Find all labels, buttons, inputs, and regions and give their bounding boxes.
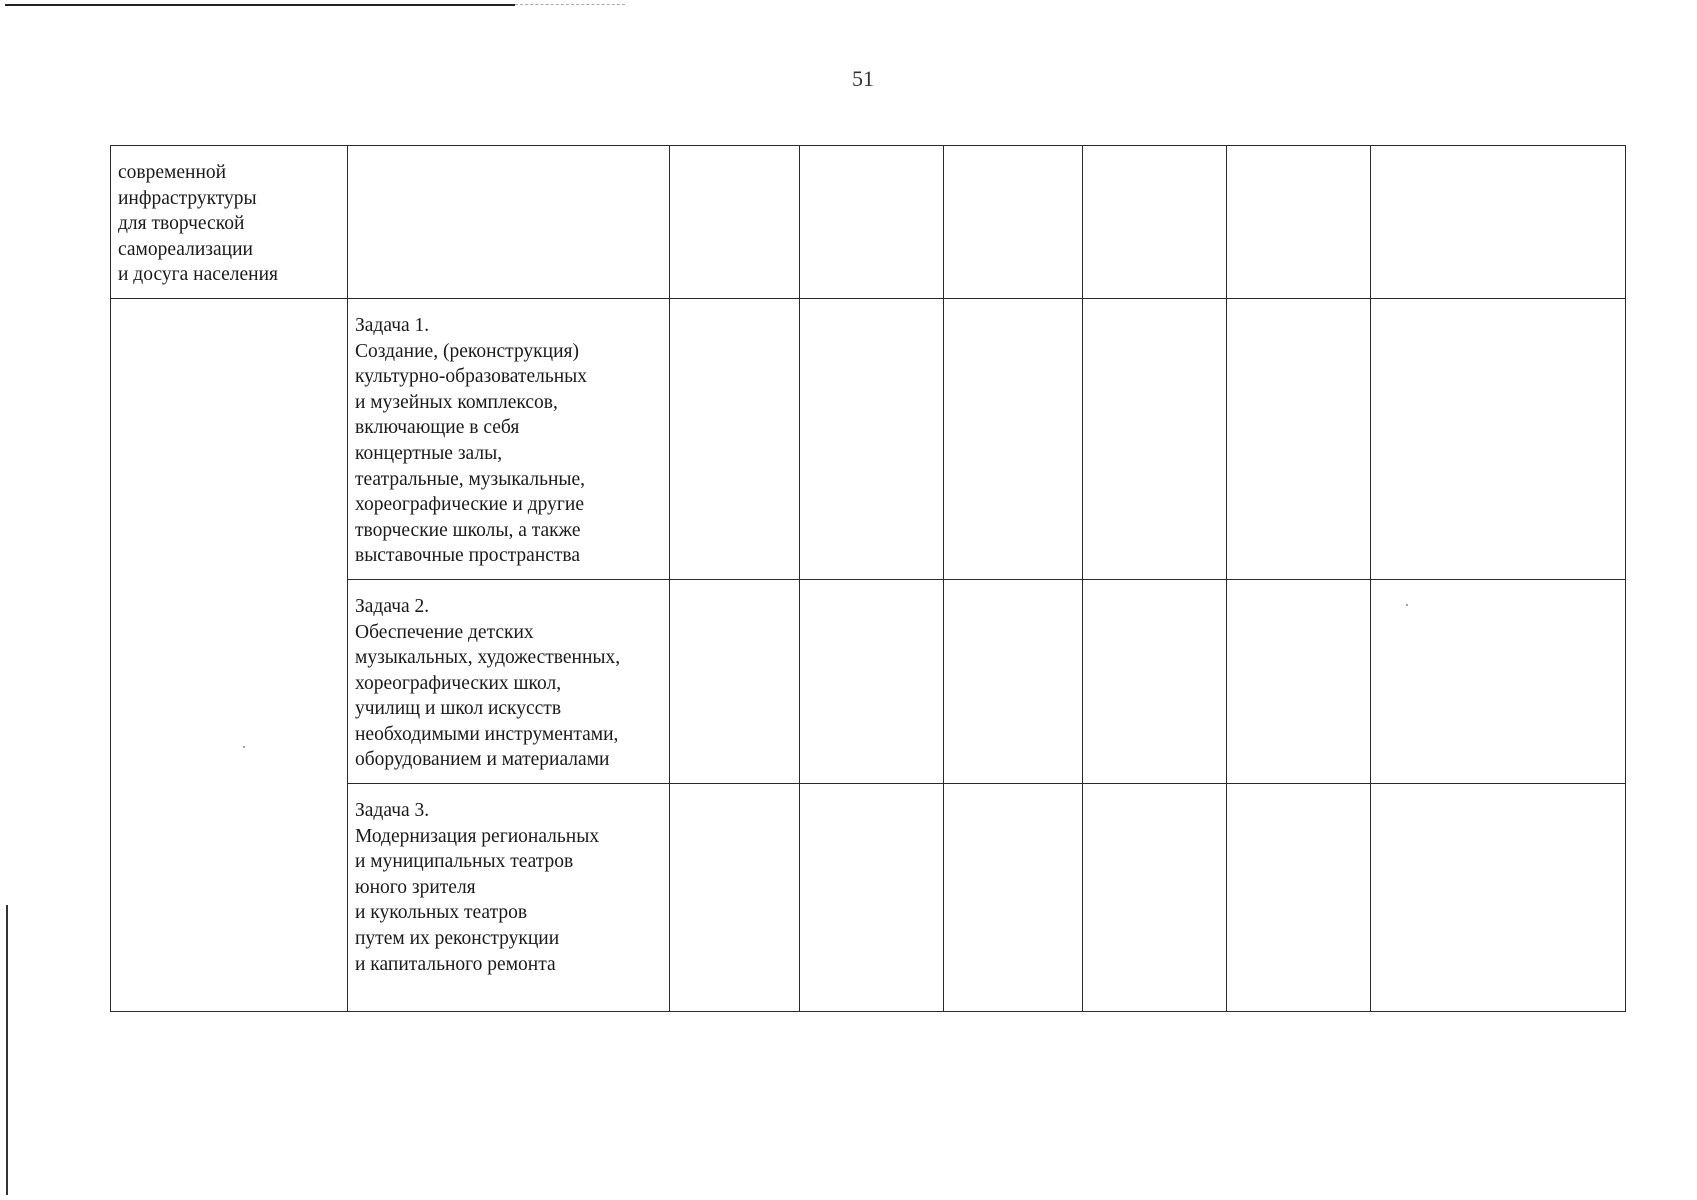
empty-cell (944, 579, 1083, 783)
empty-cell (944, 298, 1083, 579)
empty-cell (670, 784, 800, 1012)
empty-cell (1371, 784, 1626, 1012)
task-cell (348, 146, 670, 299)
task-text: Задача 1. Создание, (реконструкция) культурно-образовательных и музейных комплексов, включающие в себя концертные залы, театральные, музыкальные, хореографические и другие творческие школы, а также выставочные пространства (355, 314, 588, 567)
left-scan-rule (6, 905, 8, 1195)
task-cell (348, 298, 670, 579)
task-text: Задача 3. Модернизация региональных и муниципальных театров юного зрителя и кукольных театров путем их реконструкции и капитального ремонта (355, 800, 600, 975)
empty-cell (944, 146, 1083, 299)
empty-cell (1083, 784, 1227, 1012)
empty-cell (1083, 298, 1227, 579)
top-scan-rule-faint (515, 4, 625, 5)
goal-cell (111, 298, 348, 1011)
table-row (111, 298, 1626, 579)
empty-cell (944, 784, 1083, 1012)
empty-cell (1227, 784, 1371, 1012)
goal-text: современной инфраструктуры для творческой самореализации и досуга населения (118, 162, 279, 286)
empty-cell (800, 298, 944, 579)
empty-cell (800, 146, 944, 299)
empty-cell (1227, 298, 1371, 579)
empty-cell (1083, 579, 1227, 783)
task-text: Задача 2. Обеспечение детских музыкальных, художественных, хореографических школ, училищ и школ искусств необходимыми инструментами, оборудованием и материалами (355, 595, 621, 771)
empty-cell (1083, 146, 1227, 299)
empty-cell (800, 579, 944, 783)
empty-cell (670, 298, 800, 579)
empty-cell (800, 784, 944, 1012)
empty-cell (1371, 146, 1626, 299)
task-cell (348, 784, 670, 1012)
page-number: 51 (852, 66, 874, 91)
task-cell (348, 579, 670, 783)
empty-cell (1227, 146, 1371, 299)
empty-cell (670, 579, 800, 783)
program-table (110, 145, 1626, 1012)
empty-cell (670, 146, 800, 299)
table-row (111, 146, 1626, 299)
top-scan-rule (5, 4, 515, 6)
empty-cell (1371, 298, 1626, 579)
empty-cell (1227, 579, 1371, 783)
empty-cell (1371, 579, 1626, 783)
goal-cell (111, 146, 348, 299)
